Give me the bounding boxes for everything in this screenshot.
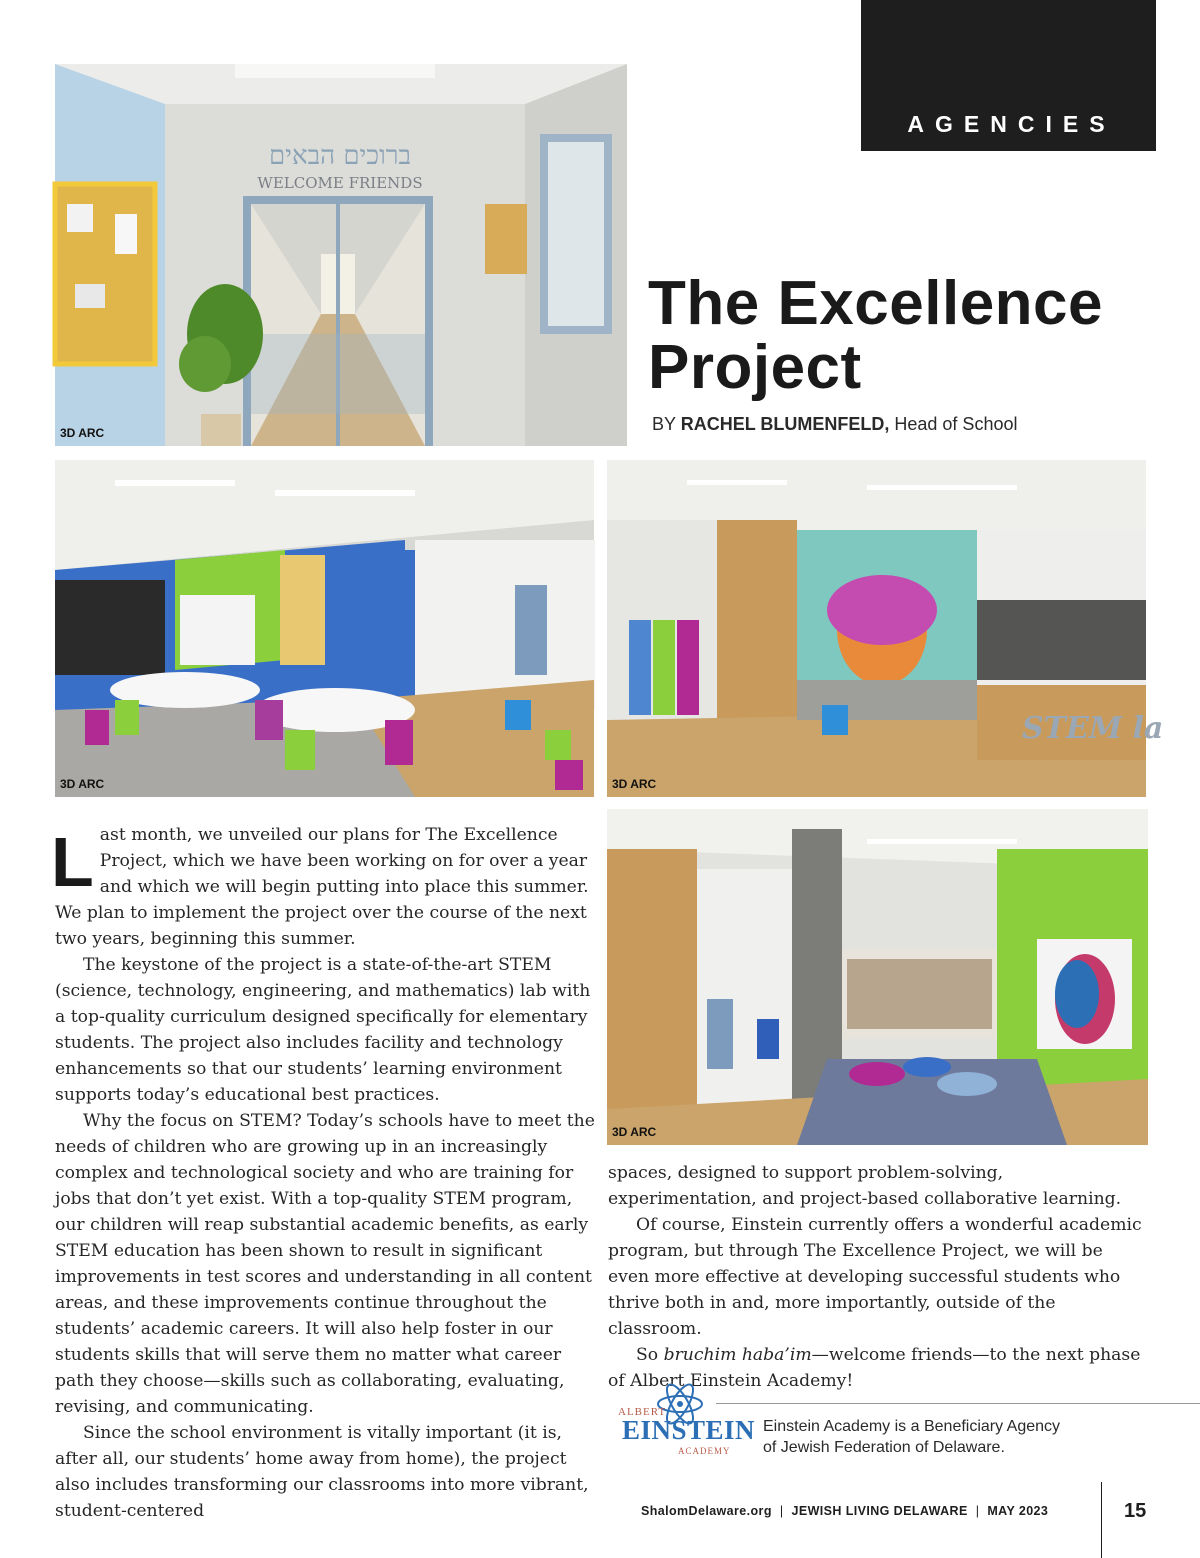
svg-text:STEM la: STEM la bbox=[1022, 711, 1164, 746]
page-footer bbox=[641, 1504, 1048, 1518]
body-column-left bbox=[51, 822, 595, 1524]
footer-separator: | bbox=[975, 1504, 980, 1518]
title-line-2: Project bbox=[648, 333, 862, 402]
drop-cap: L bbox=[51, 823, 94, 901]
paragraph-1-text: ast month, we unveiled our plans for The Excellence Project, which we have been working on for over a year and which we will begin putting into place this summer. We plan to implement the project over the course of the next two years, beginning this summer. bbox=[55, 825, 589, 949]
paragraph-7-before: So bbox=[636, 1345, 664, 1365]
stem-lab-illustration bbox=[607, 460, 1164, 797]
watermark: 3D ARC bbox=[612, 777, 657, 791]
hallway-illustration bbox=[55, 64, 627, 446]
paragraph-7-italic: bruchim haba’im bbox=[663, 1345, 812, 1365]
footer-issue: MAY 2023 bbox=[987, 1504, 1049, 1518]
classroom-illustration bbox=[55, 460, 594, 797]
agency-note-line-2: of Jewish Federation of Delaware. bbox=[763, 1439, 1005, 1456]
logo-main-text: EINSTEIN bbox=[622, 1415, 756, 1445]
paragraph-1 bbox=[51, 822, 595, 952]
watermark: 3D ARC bbox=[612, 1125, 657, 1139]
agency-note-line-1: Einstein Academy is a Beneficiary Agency bbox=[763, 1418, 1061, 1435]
photo-stem-classroom bbox=[55, 460, 594, 797]
paragraph-3: Why the focus on STEM? Today’s schools have to meet the needs of children who are growing up in an increasingly complex and technological society and who are training for jobs that don’t yet exist. With a top-quality STEM program, our children will reap substantial academic benefits, as early STEM education has been shown to result in significant improvements in test scores and understanding in all content areas, and these improvements continue throughout the students’ academic careers. It will also help foster in our students skills that will serve them no matter what career path they choose—skills such as collaborating, evaluating, revising, and communicating. bbox=[55, 1111, 595, 1417]
watermark: 3D ARC bbox=[60, 777, 105, 791]
paragraph-6: Of course, Einstein currently offers a wonderful academic program, but through The Excellence Project, we will be even more effective at developing successful students who thrive both in and, more importantly, outside of the classroom. bbox=[608, 1215, 1142, 1339]
library-illustration bbox=[607, 809, 1148, 1145]
body-column-right bbox=[608, 1160, 1148, 1394]
paragraph-2: The keystone of the project is a state-of-the-art STEM (science, technology, engineering, and mathematics) lab with a top-quality curriculum designed specifically for elementary students. The project also includes facility and technology enhancements so that our students’ learning environment supports today’s educational best practices. bbox=[55, 955, 591, 1105]
footer-magazine: JEWISH LIVING DELAWARE bbox=[791, 1504, 968, 1518]
photo-stem-lab bbox=[607, 460, 1164, 797]
watermark: 3D ARC bbox=[60, 426, 105, 440]
section-tab bbox=[861, 0, 1156, 151]
photo-hallway bbox=[55, 64, 627, 446]
footer-separator: | bbox=[779, 1504, 784, 1518]
agency-note bbox=[763, 1416, 1060, 1458]
page-number: 15 bbox=[1124, 1500, 1147, 1522]
byline-prefix: BY bbox=[652, 414, 676, 434]
photo-library bbox=[607, 809, 1148, 1145]
footer-divider bbox=[1101, 1482, 1102, 1558]
paragraph-4: Since the school environment is vitally important (it is, after all, our students’ home away from home), the project also includes transforming our classrooms into more vibrant, student-centered bbox=[55, 1423, 589, 1521]
svg-text:ברוכים הבאים: ברוכים הבאים bbox=[268, 141, 412, 171]
footer-site: ShalomDelaware.org bbox=[641, 1504, 772, 1518]
einstein-academy-logo bbox=[618, 1384, 756, 1462]
svg-text:WELCOME FRIENDS: WELCOME FRIENDS bbox=[257, 174, 423, 192]
paragraph-5: spaces, designed to support problem-solving, experimentation, and project-based collaborative learning. bbox=[608, 1163, 1122, 1209]
title-line-1: The Excellence bbox=[648, 269, 1104, 338]
byline-author: RACHEL BLUMENFELD, bbox=[680, 414, 890, 434]
article-title bbox=[648, 269, 1168, 402]
paragraph-7-after: —welcome friends—to the next phase of Albert Einstein Academy! bbox=[608, 1345, 1141, 1391]
agency-divider bbox=[716, 1403, 1200, 1404]
logo-top-text: ALBERT bbox=[618, 1406, 667, 1418]
section-label: AGENCIES bbox=[907, 111, 1116, 137]
byline bbox=[652, 414, 1017, 435]
logo-bottom-text: ACADEMY bbox=[678, 1446, 731, 1456]
byline-role: Head of School bbox=[894, 414, 1018, 434]
